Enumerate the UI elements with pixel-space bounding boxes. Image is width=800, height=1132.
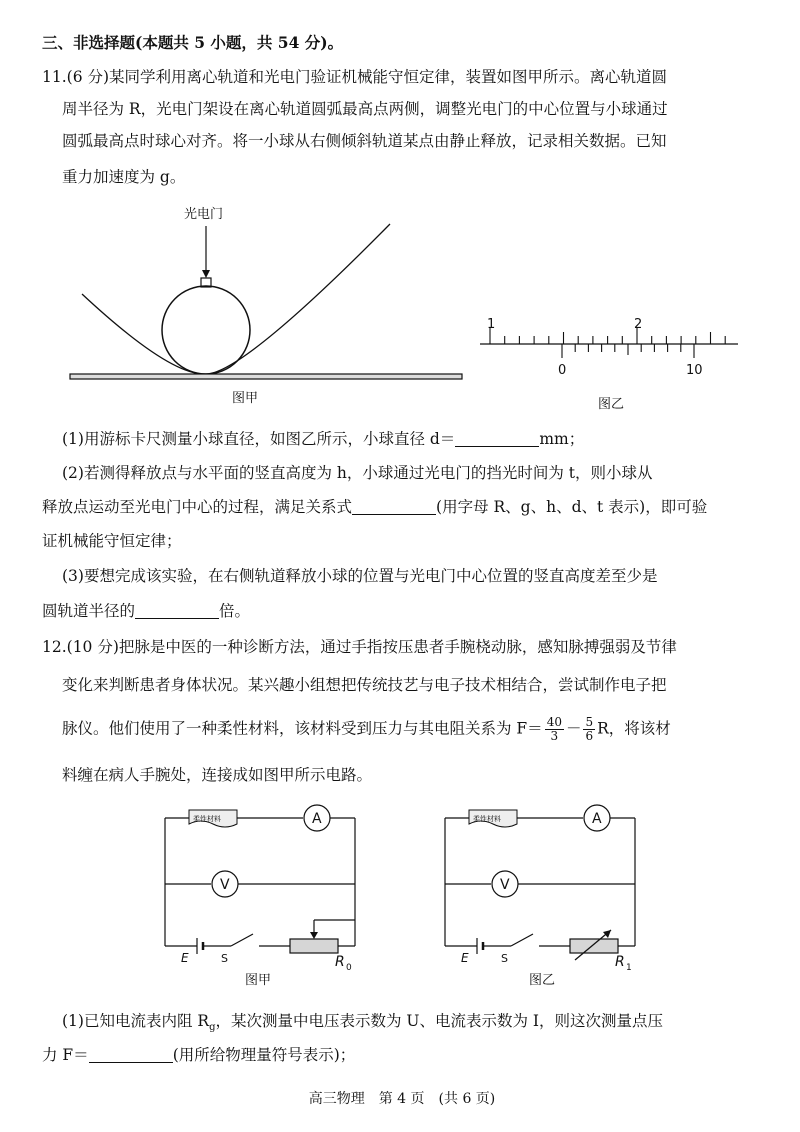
q12-line3 bbox=[62, 716, 782, 743]
vernier-0: 0 bbox=[558, 363, 567, 378]
q12-sub1-text-b: ，某次测量中电压表示数为 U、电流表示数为 I，则这次测量点压 bbox=[215, 1012, 664, 1030]
main-scale-2: 2 bbox=[634, 317, 643, 332]
variable-resistor-r1 bbox=[570, 939, 618, 953]
variable-arrow-head bbox=[603, 930, 611, 938]
q12-line3-tail: R，将该材 bbox=[597, 719, 671, 738]
q12-sub1-text: (1)已知电流表内阻 R bbox=[62, 1012, 210, 1030]
q12-sub1-text-c: 力 F＝ bbox=[42, 1046, 89, 1064]
voltmeter-label: V bbox=[220, 877, 230, 893]
fraction-40-3: $\frac{40}{3}$ bbox=[546, 715, 562, 743]
q11-sub2-line1: (2)若测得释放点与水平面的竖直高度为 h，小球通过光电门的挡光时间为 t，则小球从 bbox=[62, 464, 653, 482]
circuit-a bbox=[155, 800, 375, 1000]
ammeter-label: A bbox=[312, 811, 322, 827]
q12-sub1-text-d: (用所给物理量符号表示)； bbox=[172, 1046, 356, 1064]
q11-sub2-line3: 证机械能守恒定律； bbox=[42, 532, 182, 550]
vernier-10: 10 bbox=[686, 363, 703, 378]
material-label: 柔性材料 bbox=[473, 815, 501, 823]
q11-sub3-line1: (3)要想完成该实验，在右侧轨道释放小球的位置与光电门中心位置的竖直高度差至少是 bbox=[62, 567, 658, 585]
q11-sub2-text-a: 释放点运动至光电门中心的过程，满足关系式 bbox=[42, 498, 353, 516]
r1-subscript: 1 bbox=[626, 963, 632, 973]
switch-label: S bbox=[501, 952, 508, 965]
q11-line4: 重力加速度为 g。 bbox=[62, 168, 186, 186]
page-footer: 高三物理 第 4 页 (共 6 页) bbox=[308, 1091, 496, 1107]
q11-sub2-text-b: (用字母 R、g、h、d、t 表示)，即可验 bbox=[436, 498, 708, 516]
q11-sub1 bbox=[62, 428, 782, 450]
q11-sub3-line2 bbox=[42, 600, 762, 622]
main-scale-1: 1 bbox=[487, 317, 496, 332]
circuit-a-caption: 图甲 bbox=[245, 973, 272, 988]
q11-line1: 11.(6 分)某同学利用离心轨道和光电门验证机械能守恒定律，装置如图甲所示。离心轨道圆 bbox=[42, 68, 668, 86]
loop-track-figure bbox=[60, 200, 480, 410]
fraction-5-6: $\frac{5}{6}$ bbox=[585, 715, 594, 743]
material-label: 柔性材料 bbox=[193, 815, 221, 823]
q11-sub1-text: (1)用游标卡尺测量小球直径，如图乙所示，小球直径 d＝ bbox=[62, 430, 456, 448]
r1-label: R bbox=[615, 954, 625, 970]
q12-sub1-line1 bbox=[62, 1010, 782, 1039]
answer-blank-d[interactable] bbox=[455, 430, 539, 447]
q12-line2: 变化来判断患者身体状况。某兴趣小组想把传统技艺与电子技术相结合，尝试制作电子把 bbox=[62, 676, 667, 694]
battery-label: E bbox=[461, 951, 469, 965]
circuit-b bbox=[435, 800, 655, 1000]
r0-label: R bbox=[335, 954, 345, 970]
photogate-label: 光电门 bbox=[184, 207, 224, 222]
r0-subscript: 0 bbox=[346, 963, 352, 973]
voltmeter-label: V bbox=[500, 877, 510, 893]
q12-line3-text: 脉仪。他们使用了一种柔性材料，该材料受到压力与其电阻关系为 F＝ bbox=[62, 719, 543, 738]
q11-sub3-text-a: 圆轨道半径的 bbox=[42, 602, 136, 620]
battery-label: E bbox=[181, 951, 189, 965]
switch-blade bbox=[231, 934, 253, 946]
photogate-arrow bbox=[202, 270, 210, 278]
q12-line1: 12.(10 分)把脉是中医的一种诊断方法，通过手指按压患者手腕桡动脉，感知脉搏强弱及节律 bbox=[42, 638, 677, 656]
right-incline bbox=[206, 224, 390, 374]
ammeter-label: A bbox=[592, 811, 602, 827]
q11-sub1-unit: mm； bbox=[539, 430, 585, 448]
fig-a-caption: 图甲 bbox=[232, 391, 259, 406]
minus-sign: － bbox=[565, 719, 582, 738]
circuit-b-caption: 图乙 bbox=[529, 973, 556, 988]
rg-subscript: g bbox=[209, 1022, 216, 1034]
q12-line4: 料缠在病人手腕处，连接成如图甲所示电路。 bbox=[62, 766, 373, 784]
rheostat-r0 bbox=[290, 939, 338, 953]
slider-arrow bbox=[310, 932, 318, 939]
q11-line2: 周半径为 R，光电门架设在离心轨道圆弧最高点两侧，调整光电门的中心位置与小球通过 bbox=[62, 100, 668, 118]
ground-plate bbox=[70, 374, 462, 379]
q12-sub1-line2 bbox=[42, 1044, 762, 1066]
section-header: 三、非选择题(本题共 5 小题，共 54 分)。 bbox=[42, 33, 344, 52]
q11-sub3-text-b: 倍。 bbox=[219, 602, 251, 620]
answer-blank-ratio[interactable] bbox=[135, 602, 219, 619]
main-scale-ticks bbox=[490, 328, 725, 344]
vernier-scale-figure bbox=[470, 310, 760, 420]
fig-b-caption: 图乙 bbox=[598, 397, 625, 412]
switch-label: S bbox=[221, 952, 228, 965]
q11-sub2-line2 bbox=[42, 496, 762, 518]
q11-line3: 圆弧最高点时球心对齐。将一小球从右侧倾斜轨道某点由静止释放，记录相关数据。已知 bbox=[62, 132, 667, 150]
left-incline bbox=[82, 294, 206, 374]
switch-blade bbox=[511, 934, 533, 946]
vernier-scale-ticks bbox=[562, 344, 694, 358]
answer-blank-force[interactable] bbox=[89, 1046, 173, 1063]
answer-blank-relation[interactable] bbox=[352, 498, 436, 515]
